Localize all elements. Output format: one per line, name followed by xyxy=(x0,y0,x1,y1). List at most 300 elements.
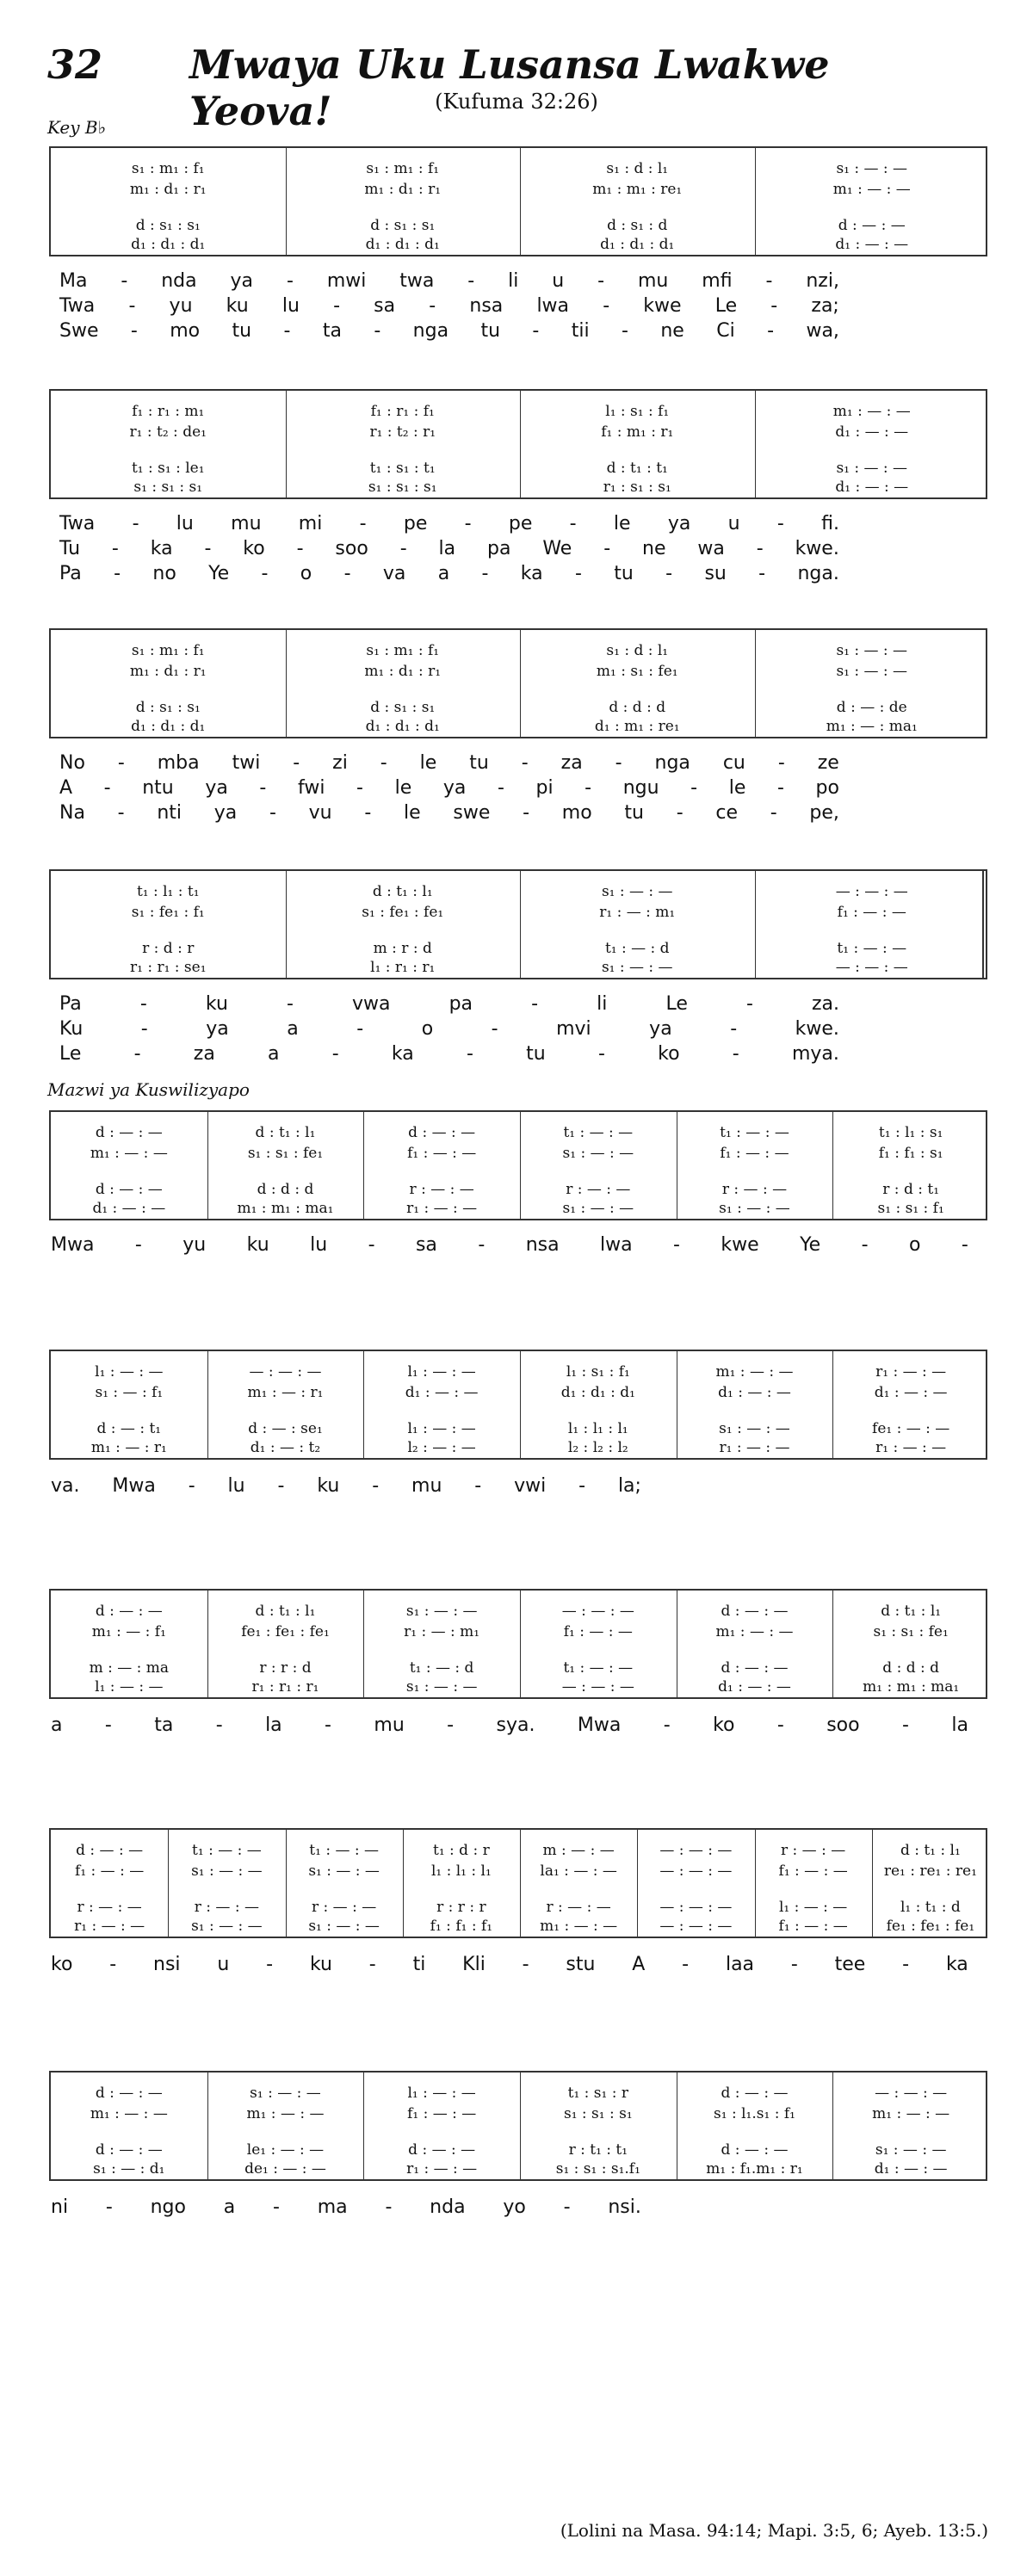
lyric-syllable: le xyxy=(419,752,437,774)
syllable-hyphen: - xyxy=(286,270,294,292)
measure xyxy=(879,1830,982,1937)
bar-line xyxy=(520,1830,521,1937)
syllable-hyphen: - xyxy=(597,1043,605,1065)
lyric-line xyxy=(47,561,986,586)
lyric-syllable: nsa xyxy=(469,295,504,317)
solfa-notes: d : — : — xyxy=(95,1124,163,1141)
solfa-notes: l₁ : — : — xyxy=(778,1899,848,1916)
lyric-syllable: ya xyxy=(213,802,238,824)
measure xyxy=(527,391,748,497)
solfa-notes: m₁ : d₁ : r₁ xyxy=(129,663,207,680)
lyric-syllable: a xyxy=(51,1714,63,1736)
measure xyxy=(839,1351,982,1458)
syllable-hyphen: - xyxy=(266,1954,274,1975)
measure xyxy=(527,871,748,978)
final-bar-line xyxy=(982,871,984,978)
lyric-syllable: va xyxy=(382,563,406,584)
lyric-syllable: Mwa xyxy=(112,1475,156,1497)
solfa-notes: s₁ : — : — xyxy=(601,959,673,976)
solfa-notes: d : — : — xyxy=(408,2141,476,2159)
syllable-hyphen: - xyxy=(215,1714,223,1736)
measure xyxy=(58,148,279,255)
solfa-notes: s₁ : d : l₁ xyxy=(606,160,669,177)
lyric-syllable: ku xyxy=(309,1954,332,1975)
syllable-hyphen: - xyxy=(356,777,363,799)
lyric-syllable: la xyxy=(438,538,456,559)
lyric-syllable: mu xyxy=(411,1475,442,1497)
syllable-hyphen: - xyxy=(380,752,387,774)
syllable-hyphen: - xyxy=(585,777,592,799)
solfa-notes: d : d : d xyxy=(882,1659,940,1677)
lyric-syllable: pi xyxy=(535,777,554,799)
solfa-notes: d : — : — xyxy=(721,2085,789,2102)
solfa-notes: m₁ : d₁ : r₁ xyxy=(364,663,442,680)
solfa-notes: m₁ : — : — xyxy=(715,1363,794,1381)
lyric-syllable: zi xyxy=(332,752,348,774)
lyric-syllable: le xyxy=(394,777,412,799)
measure xyxy=(410,1830,513,1937)
lyric-syllable: nsi xyxy=(153,1954,181,1975)
solfa-notes: t₁ : — : — xyxy=(563,1659,634,1677)
solfa-notes: f₁ : — : — xyxy=(778,1863,848,1880)
syllable-hyphen: - xyxy=(758,563,766,584)
lyric-syllable: ta xyxy=(154,1714,174,1736)
lyric-syllable: lu xyxy=(310,1234,328,1256)
solfa-notes: d₁ : d₁ : d₁ xyxy=(560,1384,635,1401)
lyric-syllable: vwa xyxy=(352,993,391,1015)
syllable-hyphen: - xyxy=(478,1234,486,1256)
lyric-syllable: le xyxy=(613,513,631,534)
syllable-hyphen: - xyxy=(331,1043,339,1065)
lyric-syllable: yu xyxy=(169,295,193,317)
lyric-syllable: lu xyxy=(176,513,194,534)
syllable-hyphen: - xyxy=(359,513,367,534)
lyric-syllable: Twa xyxy=(59,295,96,317)
chorus-lyrics xyxy=(47,1952,986,1977)
solfa-notes: f₁ : — : — xyxy=(720,1145,789,1162)
lyric-syllable: soo xyxy=(335,538,368,559)
bar-line xyxy=(207,2073,208,2179)
syllable-hyphen: - xyxy=(765,270,773,292)
solfa-notes: s₁ : — : — xyxy=(719,1200,790,1217)
syllable-hyphen: - xyxy=(117,802,125,824)
lyric-syllable: mu xyxy=(231,513,262,534)
solfa-notes: f₁ : r₁ : f₁ xyxy=(370,403,435,420)
solfa-notes: d₁ : d₁ : d₁ xyxy=(365,718,440,735)
lyric-syllable: tii xyxy=(571,320,590,342)
lyric-syllable: Le xyxy=(59,1043,82,1065)
syllable-hyphen: - xyxy=(356,1018,364,1040)
bar-line xyxy=(755,871,756,978)
solfa-notes: f₁ : — : — xyxy=(407,1145,477,1162)
solfa-notes: l₁ : l₁ : l₁ xyxy=(567,1420,628,1437)
lyric-syllable: li xyxy=(597,993,608,1015)
solfa-notes: s₁ : — : — xyxy=(308,1863,380,1880)
solfa-notes: la₁ : — : — xyxy=(540,1863,617,1880)
solfa-notes: t₁ : l₁ : t₁ xyxy=(136,883,200,900)
syllable-hyphen: - xyxy=(676,802,684,824)
syllable-hyphen: - xyxy=(283,320,291,342)
lyric-syllable: nda xyxy=(430,2196,466,2218)
lyric-syllable: ya xyxy=(649,1018,672,1040)
syllable-hyphen: - xyxy=(574,563,582,584)
lyric-syllable: ko xyxy=(658,1043,680,1065)
key-signature-label: Key B♭ xyxy=(47,117,107,138)
syllable-hyphen: - xyxy=(368,1954,376,1975)
solfa-notes: l₁ : l₁ : l₁ xyxy=(430,1863,492,1880)
chorus-heading: Mazwi ya Kuswilizyapo xyxy=(47,1079,250,1100)
measure xyxy=(370,1591,513,1697)
solfa-notes: d₁ : — : — xyxy=(874,2160,948,2178)
solfa-notes: r : — : — xyxy=(566,1181,631,1198)
solfa-notes: d₁ : d₁ : d₁ xyxy=(365,236,440,253)
solfa-notes: d : — : — xyxy=(95,2085,163,2102)
lyric-syllable: ya xyxy=(230,270,254,292)
solfa-notes: d : d : d xyxy=(609,699,666,716)
lyric-line xyxy=(47,775,986,800)
lyric-syllable: Ma xyxy=(59,270,88,292)
measure xyxy=(644,1830,747,1937)
solfa-notes: r : — : — xyxy=(77,1899,142,1916)
solfa-notes: l₁ : t₁ : d xyxy=(900,1899,961,1916)
solfa-notes: s₁ : — : — xyxy=(250,2085,321,2102)
solfa-notes: d₁ : — : — xyxy=(718,1384,791,1401)
syllable-hyphen: - xyxy=(325,1714,331,1736)
lyric-line xyxy=(47,1952,986,1977)
lyric-syllable: ka xyxy=(945,1954,968,1975)
lyric-line xyxy=(47,991,986,1016)
solfa-notes: r₁ : t₂ : de₁ xyxy=(129,423,207,441)
solfa-notes: d : s₁ : s₁ xyxy=(135,217,201,234)
measure xyxy=(370,1112,513,1219)
syllable-hyphen: - xyxy=(767,320,775,342)
solfa-notes: r₁ : r₁ : r₁ xyxy=(251,1678,319,1696)
syllable-hyphen: - xyxy=(578,1475,586,1497)
solfa-notes: r₁ : r₁ : se₁ xyxy=(129,959,207,976)
lyric-syllable: ya xyxy=(442,777,467,799)
measure xyxy=(58,871,279,978)
lyric-syllable: pa xyxy=(486,538,511,559)
lyric-syllable: ya xyxy=(206,1018,229,1040)
solfa-notes: s₁ : s₁ : fe₁ xyxy=(247,1145,324,1162)
lyric-syllable: tu xyxy=(614,563,634,584)
measure xyxy=(527,630,748,737)
syllable-hyphen: - xyxy=(861,1234,869,1256)
solfa-notes: r₁ : — : — xyxy=(74,1918,145,1935)
syllable-hyphen: - xyxy=(745,993,753,1015)
lyric-line xyxy=(47,318,986,343)
solfa-notes: l₂ : l₂ : l₂ xyxy=(567,1439,628,1456)
lyric-syllable: lu xyxy=(281,295,300,317)
syllable-hyphen: - xyxy=(756,538,764,559)
solfa-notes: m₁ : s₁ : fe₁ xyxy=(596,663,678,680)
measure xyxy=(214,1591,357,1697)
lyric-syllable: le xyxy=(404,802,421,824)
scripture-reference: (Kufuma 32:26) xyxy=(435,90,598,114)
lyric-syllable: mba xyxy=(157,752,200,774)
measure xyxy=(58,2073,201,2179)
lyric-syllable: a xyxy=(223,2196,236,2218)
bar-line xyxy=(207,1351,208,1458)
solfa-notes: s₁ : — : — xyxy=(836,160,908,177)
lyric-syllable: ya xyxy=(205,777,228,799)
solfa-notes: s₁ : — : — xyxy=(601,883,673,900)
bar-line xyxy=(207,1112,208,1219)
measure xyxy=(762,871,983,978)
solfa-notes: d : — : — xyxy=(838,217,906,234)
lyric-syllable: Swe xyxy=(59,320,99,342)
bar-line xyxy=(520,391,521,497)
lyric-syllable: nga xyxy=(412,320,449,342)
measure xyxy=(762,391,983,497)
lyric-syllable: su xyxy=(704,563,727,584)
measure xyxy=(839,1591,982,1697)
syllable-hyphen: - xyxy=(103,777,111,799)
solfa-notes: f₁ : — : — xyxy=(837,904,906,921)
notation-staff xyxy=(49,1589,987,1699)
solfa-notes: m₁ : — : — xyxy=(832,181,911,198)
lyric-syllable: Ku xyxy=(59,1018,84,1040)
solfa-notes: t₁ : l₁ : s₁ xyxy=(878,1124,943,1141)
solfa-notes: r : — : — xyxy=(546,1899,611,1916)
solfa-notes: d : — : — xyxy=(721,1603,789,1620)
lyric-syllable: o xyxy=(908,1234,921,1256)
solfa-notes: m₁ : — : — xyxy=(872,2105,950,2122)
solfa-notes: s₁ : s₁ : s₁.f₁ xyxy=(555,2160,640,2178)
solfa-notes: m₁ : — : — xyxy=(832,403,911,420)
solfa-notes: m₁ : d₁ : r₁ xyxy=(364,181,442,198)
lyric-syllable: Tu xyxy=(59,538,81,559)
lyric-syllable: ntu xyxy=(142,777,174,799)
bar-line xyxy=(286,871,287,978)
lyric-syllable: nga xyxy=(654,752,690,774)
lyric-syllable: mvi xyxy=(556,1018,591,1040)
solfa-notes: f₁ : m₁ : r₁ xyxy=(601,423,674,441)
lyric-syllable: pe xyxy=(508,513,533,534)
lyric-syllable: lwa xyxy=(600,1234,633,1256)
solfa-notes: s₁ : fe₁ : f₁ xyxy=(131,904,205,921)
lyric-syllable: swe xyxy=(453,802,491,824)
solfa-notes: f₁ : — : — xyxy=(407,2105,477,2122)
bar-line xyxy=(403,1830,404,1937)
syllable-hyphen: - xyxy=(464,513,472,534)
chorus-lyrics xyxy=(47,1232,986,1257)
measure xyxy=(214,1351,357,1458)
solfa-notes: m : r : d xyxy=(373,940,432,957)
solfa-notes: m₁ : f₁.m₁ : r₁ xyxy=(706,2160,803,2178)
lyric-syllable: ma xyxy=(317,2196,348,2218)
solfa-notes: r : — : — xyxy=(781,1842,846,1859)
solfa-notes: d : — : — xyxy=(95,2141,163,2159)
solfa-notes: d : — : — xyxy=(721,2141,789,2159)
lyric-syllable: la xyxy=(265,1714,282,1736)
solfa-notes: r₁ : — : — xyxy=(406,2160,478,2178)
lyric-syllable: pe, xyxy=(809,802,839,824)
lyric-syllable: wa xyxy=(697,538,725,559)
solfa-notes: m₁ : m₁ : ma₁ xyxy=(237,1200,334,1217)
lyric-syllable: Kli xyxy=(462,1954,486,1975)
solfa-notes: d : — : — xyxy=(408,1124,476,1141)
solfa-notes: d₁ : — : — xyxy=(835,236,909,253)
notation-staff xyxy=(49,389,987,499)
solfa-notes: f₁ : — : — xyxy=(563,1623,633,1640)
lyric-syllable: pa xyxy=(448,993,473,1015)
solfa-notes: l₁ : — : — xyxy=(95,1678,164,1696)
syllable-hyphen: - xyxy=(690,777,698,799)
lyric-syllable: kwe. xyxy=(795,1018,839,1040)
measure xyxy=(762,1830,865,1937)
solfa-notes: s₁ : — : — xyxy=(875,2141,947,2159)
solfa-notes: s₁ : fe₁ : fe₁ xyxy=(362,904,444,921)
solfa-notes: — : — : — xyxy=(835,959,908,976)
syllable-hyphen: - xyxy=(188,1475,195,1497)
syllable-hyphen: - xyxy=(132,513,139,534)
lyric-syllable: mo xyxy=(561,802,592,824)
bar-line xyxy=(286,630,287,737)
syllable-hyphen: - xyxy=(261,563,269,584)
lyric-syllable: Mwa xyxy=(577,1714,622,1736)
solfa-notes: s₁ : m₁ : f₁ xyxy=(131,160,205,177)
lyric-syllable: u xyxy=(727,513,740,534)
measure xyxy=(58,1591,201,1697)
lyric-syllable: laa xyxy=(725,1954,755,1975)
syllable-hyphen: - xyxy=(730,1018,738,1040)
bar-line xyxy=(363,2073,364,2179)
solfa-notes: — : — : — xyxy=(835,883,908,900)
syllable-hyphen: - xyxy=(269,802,276,824)
solfa-notes: r₁ : — : m₁ xyxy=(404,1623,480,1640)
measure xyxy=(370,1351,513,1458)
lyric-syllable: pe xyxy=(403,513,428,534)
bar-line xyxy=(637,1830,638,1937)
lyric-syllable: wa, xyxy=(806,320,839,342)
measure xyxy=(527,1830,630,1937)
syllable-hyphen: - xyxy=(665,563,673,584)
solfa-notes: d₁ : m₁ : re₁ xyxy=(594,718,680,735)
lyric-syllable: twi xyxy=(232,752,261,774)
lyric-syllable: nti xyxy=(157,802,182,824)
solfa-notes: t₁ : — : — xyxy=(720,1124,789,1141)
solfa-notes: d : d : d xyxy=(257,1181,314,1198)
lyric-syllable: Mwa xyxy=(51,1234,95,1256)
solfa-notes: s₁ : — : — xyxy=(191,1863,263,1880)
syllable-hyphen: - xyxy=(372,1475,380,1497)
lyric-syllable: za; xyxy=(811,295,839,317)
solfa-notes: le₁ : — : — xyxy=(246,2141,325,2159)
solfa-notes: s₁ : — : — xyxy=(405,1603,478,1620)
lyric-syllable: tu xyxy=(480,320,501,342)
solfa-notes: s₁ : — : — xyxy=(836,642,908,659)
measure xyxy=(527,1351,670,1458)
lyric-line xyxy=(47,1016,986,1041)
verse-lyrics xyxy=(47,991,986,1066)
solfa-notes: d : — : — xyxy=(95,1603,163,1620)
syllable-hyphen: - xyxy=(134,1234,142,1256)
measure xyxy=(293,391,514,497)
solfa-notes: r₁ : — : — xyxy=(875,1439,947,1456)
lyric-syllable: u xyxy=(217,1954,230,1975)
solfa-notes: s₁ : s₁ : fe₁ xyxy=(873,1623,949,1640)
solfa-notes: — : — : — xyxy=(659,1918,733,1935)
solfa-notes: d₁ : — : — xyxy=(835,423,909,441)
solfa-notes: — : — : — xyxy=(875,2085,948,2102)
lyric-syllable: kwe xyxy=(643,295,682,317)
lyric-syllable: ce xyxy=(715,802,738,824)
solfa-notes: — : — : — xyxy=(561,1603,634,1620)
measure xyxy=(370,2073,513,2179)
solfa-notes: d₁ : — : — xyxy=(405,1384,479,1401)
measure xyxy=(839,2073,982,2179)
solfa-notes: m₁ : — : r₁ xyxy=(90,1439,167,1456)
lyric-syllable: ngu xyxy=(622,777,659,799)
solfa-notes: f₁ : — : — xyxy=(778,1918,848,1935)
lyric-syllable: tu xyxy=(526,1043,546,1065)
measure xyxy=(58,391,279,497)
lyric-syllable: nsa xyxy=(525,1234,560,1256)
syllable-hyphen: - xyxy=(732,1043,739,1065)
solfa-notes: l₁ : s₁ : f₁ xyxy=(605,403,670,420)
solfa-notes: s₁ : l₁.s₁ : f₁ xyxy=(714,2105,795,2122)
measure xyxy=(293,148,514,255)
syllable-hyphen: - xyxy=(399,538,407,559)
solfa-notes: s₁ : s₁ : s₁ xyxy=(133,479,203,496)
solfa-notes: f₁ : f₁ : s₁ xyxy=(878,1145,943,1162)
lyric-syllable: Twa xyxy=(59,513,96,534)
syllable-hyphen: - xyxy=(128,295,136,317)
lyric-syllable: fwi xyxy=(297,777,325,799)
footer-scripture-references: (Lolini na Masa. 94:14; Mapi. 3:5, 6; Ayeb. 13:5.) xyxy=(560,2520,988,2541)
lyric-syllable: yu xyxy=(182,1234,207,1256)
measure xyxy=(684,1591,826,1697)
solfa-notes: d : t₁ : t₁ xyxy=(606,460,668,477)
lyric-syllable: nzi, xyxy=(806,270,839,292)
syllable-hyphen: - xyxy=(139,993,147,1015)
solfa-notes: d : s₁ : s₁ xyxy=(370,699,436,716)
solfa-notes: m₁ : — : — xyxy=(540,1918,618,1935)
measure xyxy=(684,1351,826,1458)
solfa-notes: l₂ : — : — xyxy=(407,1439,476,1456)
solfa-notes: s₁ : — : — xyxy=(308,1918,380,1935)
solfa-notes: s₁ : d : l₁ xyxy=(606,642,669,659)
syllable-hyphen: - xyxy=(563,2196,571,2218)
solfa-notes: m₁ : — : — xyxy=(90,2105,168,2122)
song-number: 32 xyxy=(47,41,103,88)
notation-staff xyxy=(49,1350,987,1460)
lyric-syllable: twa xyxy=(399,270,435,292)
lyric-syllable: sa xyxy=(374,295,396,317)
solfa-notes: s₁ : m₁ : f₁ xyxy=(131,642,205,659)
syllable-hyphen: - xyxy=(663,1714,671,1736)
solfa-notes: d : — : de xyxy=(836,699,907,716)
lyric-line xyxy=(47,293,986,318)
solfa-notes: d : t₁ : l₁ xyxy=(881,1603,942,1620)
syllable-hyphen: - xyxy=(429,295,436,317)
solfa-notes: m₁ : — : — xyxy=(715,1623,794,1640)
lyric-syllable: A xyxy=(59,777,73,799)
syllable-hyphen: - xyxy=(447,1714,455,1736)
lyric-line xyxy=(47,269,986,293)
lyric-syllable: Pa xyxy=(59,993,82,1015)
lyric-syllable: ka xyxy=(391,1043,414,1065)
measure xyxy=(684,2073,826,2179)
solfa-notes: r₁ : s₁ : s₁ xyxy=(603,479,671,496)
solfa-notes: r : — : — xyxy=(409,1181,474,1198)
solfa-notes: f₁ : — : — xyxy=(75,1863,145,1880)
lyric-syllable: ta xyxy=(322,320,342,342)
solfa-notes: d₁ : — : — xyxy=(92,1200,166,1217)
solfa-notes: s₁ : m₁ : f₁ xyxy=(366,642,440,659)
lyric-syllable: Na xyxy=(59,802,85,824)
